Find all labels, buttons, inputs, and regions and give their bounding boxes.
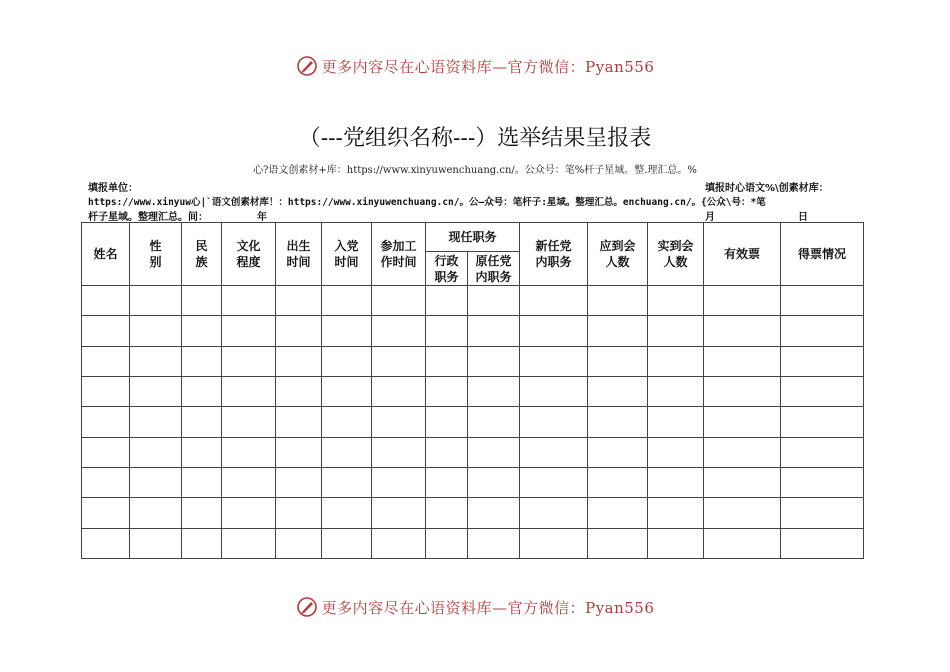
header-current-post: 现任职务 xyxy=(426,223,520,252)
table-cell[interactable] xyxy=(426,316,468,346)
table-cell[interactable] xyxy=(276,286,322,316)
table-cell[interactable] xyxy=(182,346,222,376)
table-cell[interactable] xyxy=(704,467,781,497)
table-cell[interactable] xyxy=(182,286,222,316)
table-cell[interactable] xyxy=(222,407,276,437)
header-orig-party-post: 原任党 内职务 xyxy=(468,252,520,286)
header-admin-post: 行政 职务 xyxy=(426,252,468,286)
table-body xyxy=(82,286,864,559)
day-label: 日 xyxy=(798,212,808,223)
table-cell[interactable] xyxy=(426,467,468,497)
table-cell[interactable] xyxy=(82,498,130,528)
table-cell[interactable] xyxy=(468,346,520,376)
table-cell[interactable] xyxy=(182,498,222,528)
table-cell[interactable] xyxy=(322,407,372,437)
table-cell[interactable] xyxy=(588,376,648,406)
table-row xyxy=(82,346,864,376)
table-cell[interactable] xyxy=(276,498,322,528)
table-cell[interactable] xyxy=(130,467,182,497)
header-education: 文化 程度 xyxy=(222,223,276,286)
table-row xyxy=(82,407,864,437)
month-label: 月 xyxy=(705,212,715,223)
table-cell[interactable] xyxy=(276,407,322,437)
table-cell[interactable] xyxy=(588,346,648,376)
table-cell[interactable] xyxy=(781,346,864,376)
table-cell[interactable] xyxy=(426,346,468,376)
table-cell[interactable] xyxy=(426,498,468,528)
table-cell[interactable] xyxy=(322,376,372,406)
table-row xyxy=(82,528,864,558)
header-valid-votes: 有效票 xyxy=(704,223,781,286)
unit-label: 填报单位： xyxy=(88,183,138,194)
table-cell[interactable] xyxy=(648,376,704,406)
table-cell[interactable] xyxy=(648,346,704,376)
table-cell[interactable] xyxy=(322,528,372,558)
table-cell[interactable] xyxy=(426,528,468,558)
year-label: 年 xyxy=(257,212,267,223)
table-cell[interactable] xyxy=(222,498,276,528)
info-line-2: https://www.xinyuw心|`语文创素材库！：https://www.xinyuwenchuang.cn/。公—众号：笔杆子:星域。整理汇总。enchuang.cn/。{公众\号：*笔 xyxy=(88,197,766,208)
table-cell[interactable] xyxy=(468,286,520,316)
table-cell[interactable] xyxy=(781,528,864,558)
table-cell[interactable] xyxy=(520,528,588,558)
table-row xyxy=(82,376,864,406)
table-cell[interactable] xyxy=(468,376,520,406)
table-cell[interactable] xyxy=(276,467,322,497)
header-actual: 实到会 人数 xyxy=(648,223,704,286)
table-cell[interactable] xyxy=(588,528,648,558)
table-cell[interactable] xyxy=(130,286,182,316)
pen-logo-icon xyxy=(296,55,318,77)
banner-text: 更多内容尽在心语资料库—官方微信：Pyan556 xyxy=(321,598,655,617)
table-cell[interactable] xyxy=(648,467,704,497)
table-cell[interactable] xyxy=(588,437,648,467)
table-cell[interactable] xyxy=(130,346,182,376)
table-cell[interactable] xyxy=(222,437,276,467)
election-result-table xyxy=(81,222,864,559)
table-cell[interactable] xyxy=(648,407,704,437)
table-row xyxy=(82,437,864,467)
table-cell[interactable] xyxy=(130,316,182,346)
table-cell[interactable] xyxy=(82,467,130,497)
table-cell[interactable] xyxy=(520,498,588,528)
table-cell[interactable] xyxy=(372,316,426,346)
table-cell[interactable] xyxy=(372,528,426,558)
table-cell[interactable] xyxy=(588,286,648,316)
top-watermark-banner xyxy=(0,51,950,81)
table-cell[interactable] xyxy=(82,528,130,558)
table-cell[interactable] xyxy=(704,346,781,376)
table-cell[interactable] xyxy=(648,286,704,316)
table-cell[interactable] xyxy=(222,346,276,376)
table-cell[interactable] xyxy=(372,437,426,467)
table-cell[interactable] xyxy=(520,346,588,376)
header-work-start: 参加工 作时间 xyxy=(372,223,426,286)
table-cell[interactable] xyxy=(588,467,648,497)
table-cell[interactable] xyxy=(372,498,426,528)
header-name: 姓名 xyxy=(82,223,130,286)
table-cell[interactable] xyxy=(781,316,864,346)
table-cell[interactable] xyxy=(130,407,182,437)
table-cell[interactable] xyxy=(276,346,322,376)
table-cell[interactable] xyxy=(372,376,426,406)
header-birth: 出生 时间 xyxy=(276,223,322,286)
table-row xyxy=(82,467,864,497)
table-cell[interactable] xyxy=(704,437,781,467)
table-cell[interactable] xyxy=(520,316,588,346)
table-cell[interactable] xyxy=(781,498,864,528)
table-cell[interactable] xyxy=(468,467,520,497)
table-cell[interactable] xyxy=(222,316,276,346)
table-cell[interactable] xyxy=(322,467,372,497)
table-cell[interactable] xyxy=(588,407,648,437)
table-cell[interactable] xyxy=(781,376,864,406)
time-label: 填报时心语文%\创素材库： xyxy=(705,183,829,194)
table-cell[interactable] xyxy=(426,376,468,406)
table-cell[interactable] xyxy=(426,437,468,467)
table-cell[interactable] xyxy=(704,286,781,316)
table-cell[interactable] xyxy=(520,407,588,437)
table-cell[interactable] xyxy=(82,286,130,316)
table-cell[interactable] xyxy=(82,437,130,467)
table-cell[interactable] xyxy=(520,376,588,406)
table-cell[interactable] xyxy=(276,376,322,406)
bottom-watermark-banner xyxy=(0,592,950,622)
table-cell[interactable] xyxy=(520,467,588,497)
table-cell[interactable] xyxy=(82,316,130,346)
table-cell[interactable] xyxy=(322,286,372,316)
table-cell[interactable] xyxy=(426,286,468,316)
table-cell[interactable] xyxy=(520,437,588,467)
header-new-party-post: 新任党 内职务 xyxy=(520,223,588,286)
table-cell[interactable] xyxy=(588,498,648,528)
table-cell[interactable] xyxy=(468,407,520,437)
table-cell[interactable] xyxy=(182,376,222,406)
table-cell[interactable] xyxy=(372,467,426,497)
table-cell[interactable] xyxy=(182,316,222,346)
table-row xyxy=(82,316,864,346)
header-gender: 性 别 xyxy=(130,223,182,286)
table-cell[interactable] xyxy=(704,528,781,558)
header-join-party: 入党 时间 xyxy=(322,223,372,286)
table-cell[interactable] xyxy=(130,376,182,406)
table-cell[interactable] xyxy=(130,528,182,558)
table-cell[interactable] xyxy=(82,346,130,376)
table-cell[interactable] xyxy=(130,498,182,528)
table-cell[interactable] xyxy=(222,286,276,316)
header-ethnicity: 民 族 xyxy=(182,223,222,286)
table-cell[interactable] xyxy=(648,437,704,467)
table-cell[interactable] xyxy=(468,528,520,558)
table-cell[interactable] xyxy=(520,286,588,316)
table-cell[interactable] xyxy=(182,407,222,437)
table-cell[interactable] xyxy=(276,316,322,346)
table-cell[interactable] xyxy=(648,316,704,346)
table-cell[interactable] xyxy=(322,316,372,346)
table-cell[interactable] xyxy=(222,528,276,558)
table-cell[interactable] xyxy=(322,437,372,467)
table-cell[interactable] xyxy=(648,498,704,528)
table-cell[interactable] xyxy=(426,407,468,437)
table-cell[interactable] xyxy=(222,376,276,406)
table-cell[interactable] xyxy=(182,437,222,467)
table-cell[interactable] xyxy=(704,407,781,437)
table-cell[interactable] xyxy=(704,316,781,346)
table-cell[interactable] xyxy=(82,407,130,437)
table-row xyxy=(82,286,864,316)
table-cell[interactable] xyxy=(372,346,426,376)
table-cell[interactable] xyxy=(781,286,864,316)
banner-text: 更多内容尽在心语资料库—官方微信：Pyan556 xyxy=(321,57,655,76)
page-title: （---党组织名称---）选举结果呈报表 xyxy=(298,126,652,151)
table-cell[interactable] xyxy=(704,376,781,406)
table-cell[interactable] xyxy=(322,498,372,528)
table-cell[interactable] xyxy=(322,346,372,376)
table-cell[interactable] xyxy=(182,467,222,497)
header-vote-status: 得票情况 xyxy=(781,223,864,286)
table-cell[interactable] xyxy=(222,467,276,497)
header-expected: 应到会 人数 xyxy=(588,223,648,286)
table-cell[interactable] xyxy=(276,528,322,558)
table-cell[interactable] xyxy=(468,316,520,346)
pen-logo-icon xyxy=(296,596,318,618)
table-cell[interactable] xyxy=(468,498,520,528)
table-row xyxy=(82,498,864,528)
table-cell[interactable] xyxy=(182,528,222,558)
table-cell[interactable] xyxy=(781,467,864,497)
table-cell[interactable] xyxy=(648,528,704,558)
table-cell[interactable] xyxy=(372,286,426,316)
page-subtitle: 心?语文创素材+库：https://www.xinyuwenchuang.cn/。公众号：笔%杆子星域。整.理汇总。% xyxy=(253,165,697,176)
table-cell[interactable] xyxy=(130,437,182,467)
table-cell[interactable] xyxy=(781,437,864,467)
table-cell[interactable] xyxy=(82,376,130,406)
table-cell[interactable] xyxy=(704,498,781,528)
table-cell[interactable] xyxy=(468,437,520,467)
info-line-3: 杆子星域。整理汇总。间： xyxy=(88,212,208,223)
table-cell[interactable] xyxy=(588,316,648,346)
table-cell[interactable] xyxy=(781,407,864,437)
table-cell[interactable] xyxy=(276,437,322,467)
table-cell[interactable] xyxy=(372,407,426,437)
